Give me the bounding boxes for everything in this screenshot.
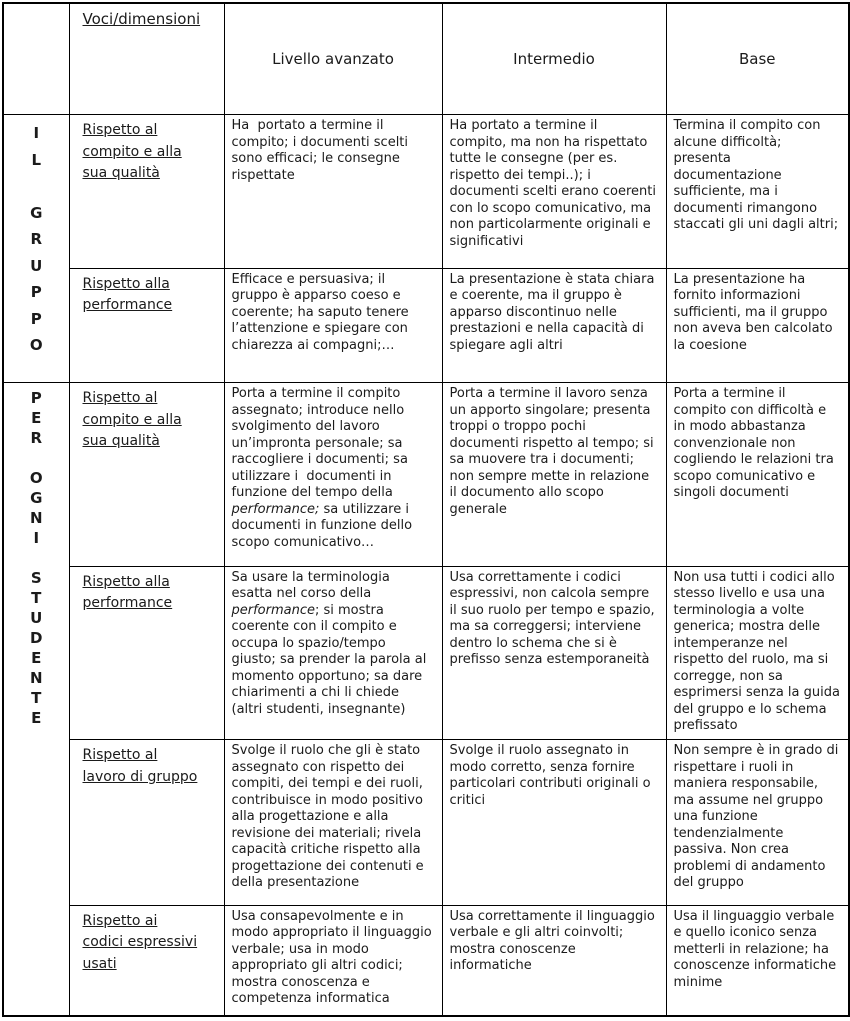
group-cell-per-ogni-studente xyxy=(3,383,69,1016)
group-letter: O xyxy=(29,469,43,488)
group-letter: E xyxy=(31,409,42,428)
group-letter: T xyxy=(31,689,42,708)
level-header-base: Base xyxy=(666,3,849,115)
group-letter: G xyxy=(30,489,43,508)
dimension-label: Rispetto ai codici espressivi usati xyxy=(82,912,198,972)
dimension-label: Rispetto al compito e alla sua qualità xyxy=(82,390,182,450)
descriptor-cell-avanzato: Efficace e persuasiva; il gruppo è apparso coeso e coerente; ha saputo tenere l’attenzione e spiegare con chiarezza ai compagni;… xyxy=(224,268,442,383)
group-letter: P xyxy=(30,283,42,302)
group-letter: E xyxy=(31,649,42,668)
group-vertical-label xyxy=(4,115,69,359)
group-letter: U xyxy=(30,609,43,628)
rubric-row xyxy=(3,740,849,905)
descriptor-cell-intermedio: Svolge il ruolo assegnato in modo corretto, senza fornire particolari contributi originali o critici xyxy=(442,740,666,905)
dimension-cell xyxy=(69,268,224,383)
group-letter: G xyxy=(30,203,43,222)
group-letter: I xyxy=(33,124,40,143)
rubric-row xyxy=(3,566,849,739)
descriptor-cell-base: Termina il compito con alcune difficoltà; presenta documentazione sufficiente, ma i documenti rimangono staccati gli uni dagli altri; xyxy=(666,115,849,268)
group-vertical-label xyxy=(4,383,69,728)
dimension-cell xyxy=(69,740,224,905)
dimensions-header-cell xyxy=(69,3,224,115)
rubric-page xyxy=(0,2,850,1021)
group-letter: P xyxy=(30,389,42,408)
group-letter: D xyxy=(30,629,43,648)
descriptor-cell-intermedio: La presentazione è stata chiara e coerente, ma il gruppo è apparso discontinuo nelle prestazioni e nella capacità di spiegare agli altri xyxy=(442,268,666,383)
descriptor-cell-avanzato: Usa consapevolmente e in modo appropriato il linguaggio verbale; usa in modo appropriato gli altri codici; mostra conoscenza e competenza informatica xyxy=(224,905,442,1016)
level-header-intermedio: Intermedio xyxy=(442,3,666,115)
dimension-label: Rispetto alla performance xyxy=(82,275,173,314)
rubric-row xyxy=(3,905,849,1016)
group-letter: U xyxy=(30,256,43,275)
group-letter: L xyxy=(31,150,42,169)
dimension-cell xyxy=(69,566,224,739)
dimension-cell xyxy=(69,905,224,1016)
descriptor-cell-intermedio: Usa correttamente i codici espressivi, non calcola sempre il suo ruolo per tempo e spazio, ma sa correggersi; interviene dentro lo schema che si è prefisso senza estemporaneità xyxy=(442,566,666,739)
group-cell-il-gruppo xyxy=(3,115,69,383)
rubric-row xyxy=(3,115,849,268)
group-letter: E xyxy=(31,709,42,728)
descriptor-cell-avanzato: Porta a termine il compito assegnato; introduce nello svolgimento del lavoro un’impronta personale; sa raccogliere i documenti; sa utilizzare i documenti in funzione del tempo della performance; sa utilizzare i documenti in funzione dello scopo comunicativo… xyxy=(224,383,442,566)
descriptor-cell-avanzato: Sa usare la terminologia esatta nel corso della performance; si mostra coerente con il compito e occupa lo spazio/tempo giusto; sa prender la parola al momento opportuno; sa dare chiarimenti a chi li chiede (altri studenti, insegnante) xyxy=(224,566,442,739)
rubric-row xyxy=(3,383,849,566)
descriptor-cell-intermedio: Usa correttamente il linguaggio verbale e gli altri coinvolti; mostra conoscenze informatiche xyxy=(442,905,666,1016)
group-letter: S xyxy=(30,569,42,588)
descriptor-cell-intermedio: Ha portato a termine il compito, ma non ha rispettato tutte le consegne (per es. rispetto dei tempi..); i documenti scelti erano coerenti con lo scopo comunicativo, ma non particolarmente originali e significativi xyxy=(442,115,666,268)
group-letter: R xyxy=(30,230,43,249)
group-letter: R xyxy=(30,429,43,448)
descriptor-cell-base: Porta a termine il compito con difficoltà e in modo abbastanza convenzionale non cogliendo le relazioni tra scopo comunicativo e singoli documenti xyxy=(666,383,849,566)
dimension-label: Rispetto al compito e alla sua qualità xyxy=(82,122,182,182)
descriptor-cell-avanzato: Ha portato a termine il compito; i documenti scelti sono efficaci; le consegne rispettate xyxy=(224,115,442,268)
dimension-label: Rispetto al lavoro di gruppo xyxy=(82,747,198,785)
group-letter: I xyxy=(33,529,40,548)
group-letter: N xyxy=(29,669,43,688)
voci-dimensioni-label: Voci/dimensioni xyxy=(82,10,201,28)
level-header-livello-avanzato: Livello avanzato xyxy=(224,3,442,115)
group-letter: O xyxy=(29,336,43,355)
descriptor-cell-intermedio: Porta a termine il lavoro senza un apporto singolare; presenta troppi o troppo pochi documenti rispetto al tempo; si sa muovere tra i documenti; non sempre mette in relazione il documento allo scopo generale xyxy=(442,383,666,566)
rubric-table xyxy=(2,2,850,1017)
rubric-row xyxy=(3,268,849,383)
dimension-cell xyxy=(69,383,224,566)
header-row xyxy=(3,3,849,115)
group-letter: T xyxy=(31,589,42,608)
group-letter: P xyxy=(30,309,42,328)
descriptor-cell-avanzato: Svolge il ruolo che gli è stato assegnato con rispetto dei compiti, dei tempi e dei ruoli, contribuisce in modo positivo alla progettazione e alla revisione dei materiali; rivela capacità critiche rispetto alla progettazione dei contenuti e della presentazione xyxy=(224,740,442,905)
descriptor-cell-base: Non usa tutti i codici allo stesso livello e usa una terminologia a volte generica; mostra delle intemperanze nel rispetto del ruolo, ma si corregge, non sa esprimersi senza la guida del gruppo e lo schema prefissato xyxy=(666,566,849,739)
descriptor-cell-base: Usa il linguaggio verbale e quello iconico senza metterli in relazione; ha conoscenze informatiche minime xyxy=(666,905,849,1016)
group-letter: N xyxy=(29,509,43,528)
dimension-cell xyxy=(69,115,224,268)
dimension-label: Rispetto alla performance xyxy=(82,573,173,612)
corner-cell xyxy=(3,3,69,115)
descriptor-cell-base: Non sempre è in grado di rispettare i ruoli in maniera responsabile, ma assume nel gruppo una funzione tendenzialmente passiva. Non crea problemi di andamento del gruppo xyxy=(666,740,849,905)
descriptor-cell-base: La presentazione ha fornito informazioni sufficienti, ma il gruppo non aveva ben calcolato la coesione xyxy=(666,268,849,383)
